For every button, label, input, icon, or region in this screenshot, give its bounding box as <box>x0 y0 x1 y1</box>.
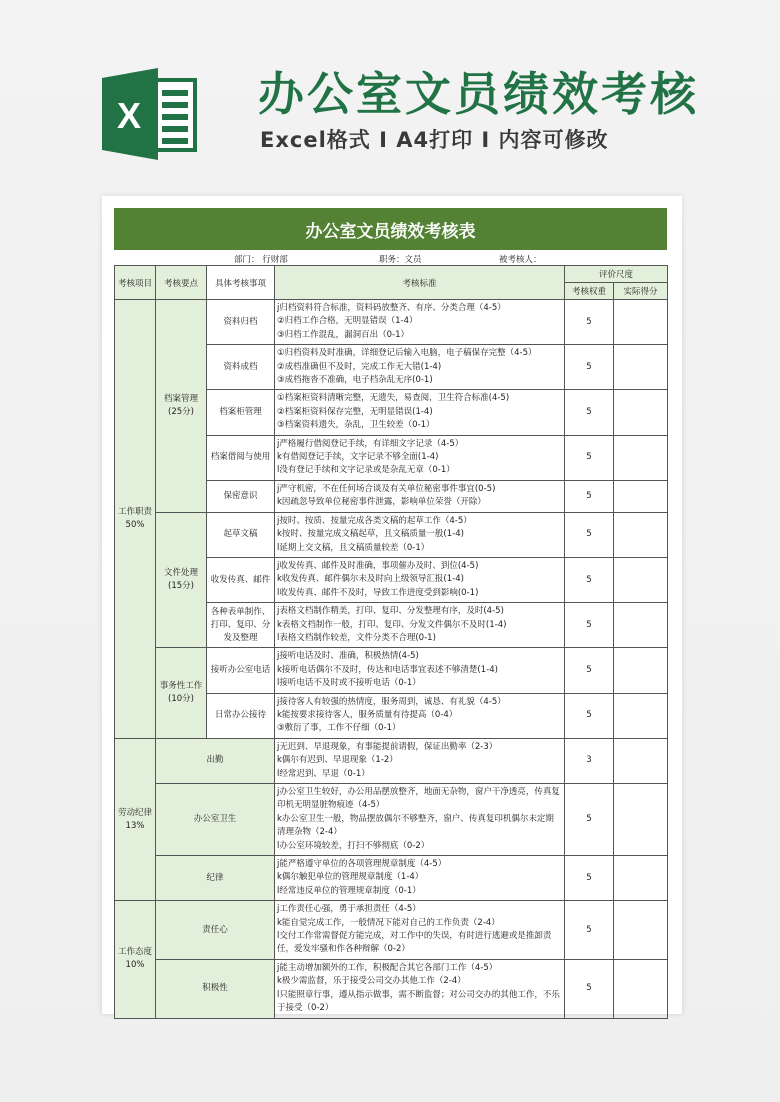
point-cell: 责任心 <box>156 901 275 960</box>
category-name: 工作职责 <box>117 506 152 517</box>
hero-subtitle: Excel格式 I A4打印 I 内容可修改 <box>260 128 609 152</box>
header-criteria: 考核标准 <box>275 266 565 300</box>
criteria-cell <box>275 480 565 512</box>
svg-text:X: X <box>116 95 142 136</box>
criteria-cell <box>275 300 565 345</box>
criteria-cell <box>275 557 565 602</box>
hero-title: 办公室文员绩效考核 <box>258 67 699 121</box>
header-weight: 考核权重 <box>565 283 614 300</box>
weight-cell: 5 <box>565 603 614 648</box>
item-cell: 资料成档 <box>207 345 275 390</box>
point-score: (15分) <box>168 581 194 592</box>
weight-cell: 5 <box>565 480 614 512</box>
weight-cell: 5 <box>565 784 614 856</box>
criteria-line: l经常违反单位的管理规章制度（0-1） <box>277 885 421 896</box>
header-category: 考核项目 <box>115 266 156 300</box>
criteria-line: k按时、按量完成文稿起草，且文稿质量一般(1-4) <box>277 529 464 540</box>
criteria-cell <box>275 345 565 390</box>
excel-logo-icon <box>100 66 200 162</box>
criteria-cell <box>275 648 565 693</box>
score-cell <box>614 959 668 1018</box>
item-cell: 日常办公接待 <box>207 693 275 738</box>
criteria-line: j办公室卫生较好，办公用品摆放整齐，地面无杂物，窗户干净透亮，传真复印机无明显脏物痕迹（4-5） <box>277 787 560 811</box>
criteria-line: j严守机密，不在任何场合谈及有关单位秘密事件事宜(0-5) <box>277 483 496 494</box>
point-cell: 纪律 <box>156 856 275 901</box>
criteria-line: l没有登记手续和文字记录或是杂乱无章（0-1） <box>277 465 455 476</box>
score-cell <box>614 784 668 856</box>
item-cell: 收发传真、邮件 <box>207 557 275 602</box>
table-body <box>115 300 668 1019</box>
score-cell <box>614 901 668 960</box>
criteria-cell <box>275 390 565 435</box>
weight-cell: 5 <box>565 345 614 390</box>
point-cell <box>156 300 207 513</box>
category-cell <box>115 901 156 1018</box>
item-cell: 各种表单制作、打印、复印、分发及整理 <box>207 603 275 648</box>
category-percent: 10% <box>125 960 145 971</box>
criteria-cell <box>275 512 565 557</box>
criteria-line: l交付工作常需督促方能完成，对工作中的失误，有时进行逃避或是推卸责任，爱发牢骚和作各种辩解（0-2） <box>277 931 552 955</box>
criteria-line: ①归档资料及时准确，详细登记后输入电脑，电子稿保存完整（4-5） <box>277 348 537 359</box>
criteria-line: k接听电话偶尔不及时，传达和电话事宜表述不够清楚(1-4) <box>277 664 498 675</box>
score-cell <box>614 693 668 738</box>
header-score: 实际得分 <box>614 283 668 300</box>
score-cell <box>614 390 668 435</box>
category-cell <box>115 300 156 739</box>
assessment-table <box>114 265 668 1019</box>
criteria-line: k收发传真、邮件偶尔未及时向上级领导汇报(1-4) <box>277 574 464 585</box>
table-row <box>115 512 668 557</box>
table-row <box>115 784 668 856</box>
item-cell: 保密意识 <box>207 480 275 512</box>
criteria-line: ③成档拖沓不准确，电子档杂乱无序(0-1) <box>277 375 433 386</box>
point-cell <box>156 512 207 648</box>
sheet-preview <box>102 196 682 1014</box>
criteria-line: l办公室环境较差，打扫不够彻底（0-2） <box>277 840 430 851</box>
criteria-line: k有借阅登记手续，文字记录不够全面(1-4) <box>277 452 439 463</box>
item-cell: 档案借阅与使用 <box>207 435 275 480</box>
table-row <box>115 648 668 693</box>
criteria-line: k偶尔有迟到、早退现象（1-2） <box>277 755 398 766</box>
category-name: 劳动纪律 <box>117 807 152 818</box>
item-cell: 档案柜管理 <box>207 390 275 435</box>
category-percent: 50% <box>125 519 145 530</box>
item-cell: 资料归档 <box>207 300 275 345</box>
criteria-line: ①档案柜资料清晰完整，无遗失，易查阅，卫生符合标准(4-5) <box>277 393 510 404</box>
point-cell: 积极性 <box>156 959 275 1018</box>
item-cell: 起草文稿 <box>207 512 275 557</box>
criteria-line: ②成档准确但不及时，完成工作无大错(1-4) <box>277 361 442 372</box>
weight-cell: 5 <box>565 901 614 960</box>
criteria-line: k能按要求接待客人，服务质量有待提高（0-4） <box>277 709 458 720</box>
point-score: (25分) <box>168 406 194 417</box>
table-row <box>115 738 668 783</box>
score-cell <box>614 738 668 783</box>
criteria-line: ③敷衍了事，工作不仔细（0-1） <box>277 723 401 734</box>
weight-cell: 5 <box>565 557 614 602</box>
criteria-line: l接听电话不及时或不接听电话（0-1） <box>277 678 421 689</box>
score-cell <box>614 512 668 557</box>
score-cell <box>614 345 668 390</box>
table-row <box>115 300 668 345</box>
criteria-cell <box>275 856 565 901</box>
score-cell <box>614 648 668 693</box>
score-cell <box>614 856 668 901</box>
category-cell <box>115 738 156 900</box>
weight-cell: 3 <box>565 738 614 783</box>
criteria-cell <box>275 693 565 738</box>
criteria-line: k表格文档制作一般，打印、复印、分发文件偶尔不及时(1-4) <box>277 619 507 630</box>
criteria-line: k偶尔触犯单位的管理规章制度（1-4） <box>277 872 424 883</box>
criteria-line: j无迟到、早退现象，有事能提前请假，保证出勤率（2-3） <box>277 741 498 752</box>
criteria-line: l收发传真、邮件不及时，导致工作进度受到影响(0-1) <box>277 587 479 598</box>
criteria-line: j能主动增加额外的工作，积极配合其它各部门工作（4-5） <box>277 962 498 973</box>
criteria-line: ②归档工作合格，无明显错误（1-4） <box>277 316 418 327</box>
criteria-cell <box>275 959 565 1018</box>
point-name: 档案管理 <box>163 393 198 404</box>
criteria-cell <box>275 603 565 648</box>
criteria-line: k因疏忽导致单位秘密事件泄露，影响单位荣誉（开除） <box>277 497 486 508</box>
criteria-line: j按时、按质、按量完成各类文稿的起草工作（4-5） <box>277 515 472 526</box>
weight-cell: 5 <box>565 300 614 345</box>
criteria-line: l延期上交文稿，且文稿质量较差（0-1） <box>277 542 430 553</box>
criteria-line: j工作责任心强，勇于承担责任（4-5） <box>277 904 421 915</box>
weight-cell: 5 <box>565 648 614 693</box>
table-row <box>115 959 668 1018</box>
assessee-label: 被考核人： <box>499 255 542 265</box>
point-name: 事务性工作 <box>159 681 203 692</box>
criteria-line: j收发传真、邮件及时准确，事项催办及时、到位(4-5) <box>277 560 479 571</box>
criteria-line: j表格文档制作精美，打印、复印、分发整理有序，及时(4-5) <box>277 606 504 617</box>
score-cell <box>614 480 668 512</box>
position-label: 职务：文员 <box>379 255 422 265</box>
criteria-line: l只能照章行事，遵从指示做事，需不断监督；对公司交办的其他工作，不乐于接受（0-2） <box>277 989 560 1014</box>
criteria-cell <box>275 435 565 480</box>
category-name: 工作态度 <box>117 947 152 958</box>
point-score: (10分) <box>168 694 194 705</box>
score-cell <box>614 557 668 602</box>
table-row <box>115 901 668 960</box>
criteria-line: j接待客人有较强的热情度，服务周到，诚恳、有礼貌（4-5） <box>277 696 506 707</box>
point-cell: 办公室卫生 <box>156 784 275 856</box>
weight-cell: 5 <box>565 856 614 901</box>
category-percent: 13% <box>125 820 145 831</box>
weight-cell: 5 <box>565 435 614 480</box>
criteria-line: k办公室卫生一般，物品摆放偶尔不够整齐，窗户、传真复印机偶尔未定期清理杂物（2-4） <box>277 813 554 838</box>
sheet-title: 办公室文员绩效考核表 <box>114 208 667 250</box>
weight-cell: 5 <box>565 512 614 557</box>
criteria-line: ②档案柜资料保存完整，无明显错误(1-4) <box>277 406 433 417</box>
item-cell: 接听办公室电话 <box>207 648 275 693</box>
weight-cell: 5 <box>565 693 614 738</box>
criteria-line: k能自觉完成工作，一般情况下能对自己的工作负责（2-4） <box>277 917 500 928</box>
info-row <box>114 250 667 265</box>
criteria-cell <box>275 784 565 856</box>
weight-cell: 5 <box>565 390 614 435</box>
header-point: 考核要点 <box>156 266 207 300</box>
criteria-line: j归档资料符合标准，资料码放整齐、有序、分类合理（4-5） <box>277 303 506 313</box>
criteria-cell <box>275 738 565 783</box>
point-cell: 出勤 <box>156 738 275 783</box>
point-cell <box>156 648 207 738</box>
criteria-line: ③归档工作混乱，漏洞百出（0-1） <box>277 329 410 340</box>
score-cell <box>614 603 668 648</box>
criteria-line: l经常迟到、早退（0-1） <box>277 768 370 779</box>
criteria-line: l表格文档制作较差，文件分类不合理(0-1) <box>277 632 436 643</box>
score-cell <box>614 300 668 345</box>
table-row <box>115 856 668 901</box>
criteria-line: j能严格遵守单位的各项管理规章制度（4-5） <box>277 859 447 870</box>
criteria-line: j严格履行借阅登记手续，有详细文字记录（4-5） <box>277 438 464 449</box>
criteria-line: k极少需监督，乐于接受公司交办其他工作（2-4） <box>277 976 466 987</box>
header-scale: 评价尺度 <box>565 266 668 283</box>
dept-label: 部门： 行财部 <box>234 255 288 265</box>
score-cell <box>614 435 668 480</box>
weight-cell: 5 <box>565 959 614 1018</box>
point-name: 文件处理 <box>163 568 198 579</box>
criteria-line: j接听电话及时、准确，积极热情(4-5) <box>277 651 419 662</box>
header-item: 具体考核事项 <box>207 266 275 300</box>
criteria-line: ③档案资料遗失，杂乱，卫生较差（0-1） <box>277 420 435 431</box>
criteria-cell <box>275 901 565 960</box>
